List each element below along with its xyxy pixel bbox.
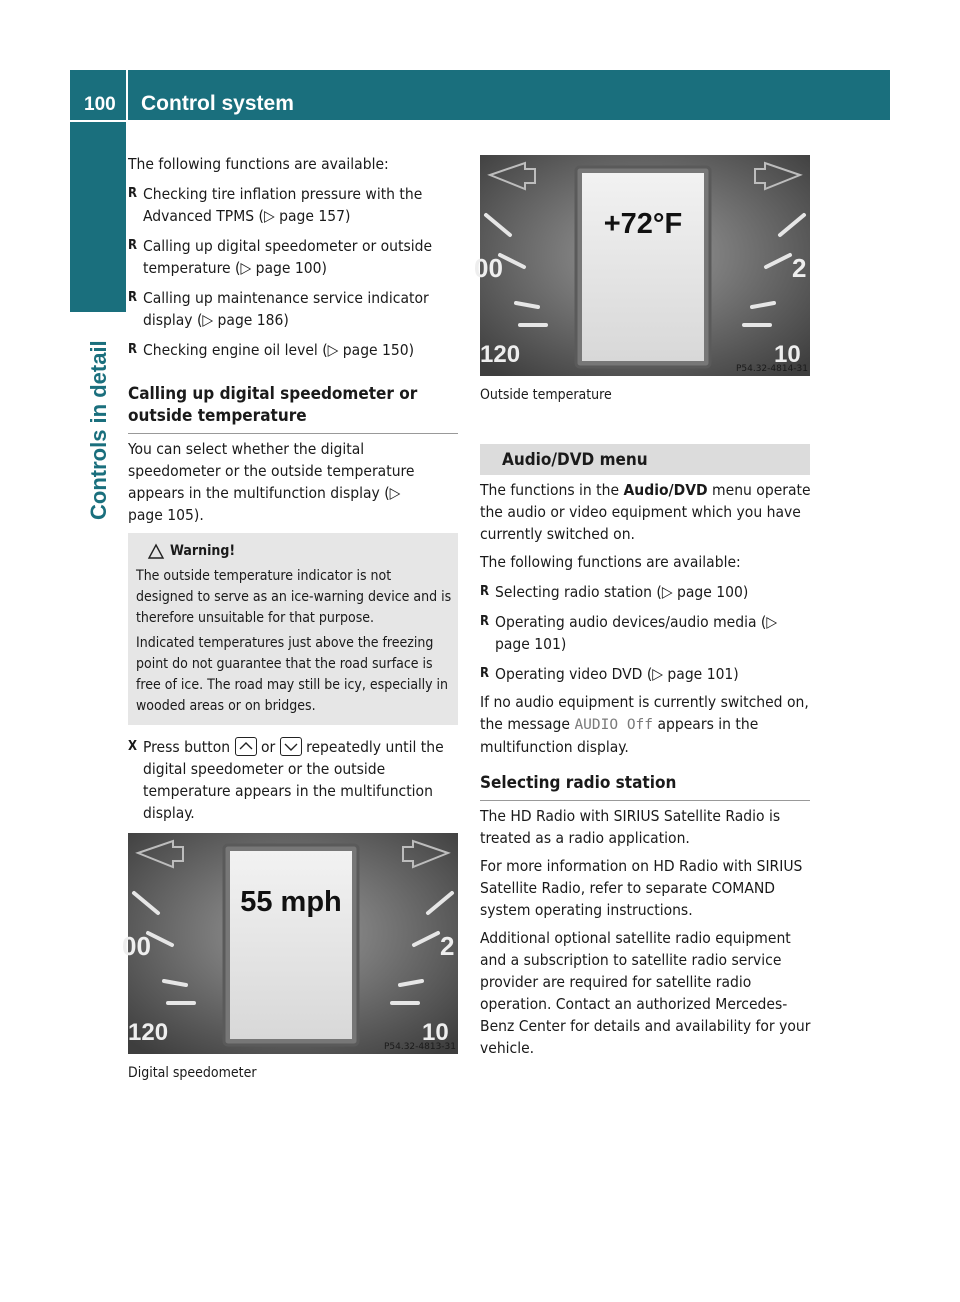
right-para-1-b: menu operate the audio or video equipment which you have currently switched on. bbox=[480, 481, 811, 543]
instruction-text bbox=[128, 736, 462, 824]
speed-display: 55 mph bbox=[240, 886, 342, 918]
scale-left-top: 00 bbox=[122, 931, 151, 961]
right-para-1-bold: Audio/DVD bbox=[623, 481, 708, 499]
instruction-or: or bbox=[260, 738, 276, 756]
photo-code: P54.32-4814-31 bbox=[735, 364, 808, 374]
page-number-box bbox=[70, 70, 126, 120]
right-intro: The following functions are available: bbox=[480, 553, 741, 571]
left-bullet-list bbox=[128, 183, 460, 361]
speedometer-photo bbox=[122, 833, 458, 1054]
scale-right-top: 2 bbox=[440, 931, 455, 961]
list-item: R Checking engine oil level (▷ page 150) bbox=[128, 339, 460, 361]
scale-left-top: 00 bbox=[474, 253, 503, 283]
warning-title-row bbox=[136, 541, 452, 562]
warning-title: Warning! bbox=[170, 543, 236, 559]
list-item: R Checking tire inflation pressure with the Advanced TPMS (▷ page 157) bbox=[128, 183, 460, 227]
right-lower-text bbox=[480, 805, 812, 1059]
list-item: R Operating audio devices/audio media (▷ page 101) bbox=[480, 611, 812, 655]
side-tab-block bbox=[70, 122, 126, 312]
temperature-display: +72°F bbox=[603, 208, 683, 240]
left-para: You can select whether the digital speedometer or the outside temperature appears in the multifunction display (▷ page 105). bbox=[128, 440, 415, 524]
photo-code: P54.32-4813-31 bbox=[383, 1042, 456, 1052]
side-tab-label: Controls in detail bbox=[86, 340, 111, 520]
scale-right-top: 2 bbox=[792, 253, 807, 283]
warning-text-1: The outside temperature indicator is not designed to serve as an ice-warning device and is therefore unsuitable for that purpose. bbox=[136, 568, 452, 626]
right-para-1 bbox=[480, 479, 812, 545]
right-para-3: The HD Radio with SIRIUS Satellite Radio is treated as a radio application. bbox=[480, 807, 781, 847]
right-para-4: For more information on HD Radio with SIRIUS Satellite Radio, refer to separate COMAND system operating instructions. bbox=[480, 857, 803, 919]
scale-left: 120 bbox=[480, 341, 521, 368]
right-heading: Selecting radio station bbox=[480, 772, 810, 801]
list-item: R Calling up maintenance service indicator display (▷ page 186) bbox=[128, 287, 460, 331]
right-column bbox=[480, 479, 812, 758]
right-para-2-a: If no audio equipment is currently switched on, the message bbox=[480, 693, 809, 733]
scale-right: 10 bbox=[422, 1019, 449, 1046]
list-item: R Operating video DVD (▷ page 101) bbox=[480, 663, 812, 685]
right-caption: Outside temperature bbox=[480, 387, 612, 403]
scale-left: 120 bbox=[128, 1019, 169, 1046]
section-heading: Audio/DVD menu bbox=[480, 444, 810, 475]
scroll-up-button-icon bbox=[235, 737, 257, 756]
left-intro: The following functions are available: bbox=[128, 155, 389, 173]
audio-off-message: AUDIO Off bbox=[574, 717, 654, 733]
right-para-1-a: The functions in the bbox=[480, 481, 620, 499]
warning-text-2: Indicated temperatures just above the freezing point do not guarantee that the road surface is free of ice. The road may still be icy, especially in wooded areas or on bridges. bbox=[136, 635, 449, 714]
left-caption: Digital speedometer bbox=[128, 1065, 257, 1081]
warning-box bbox=[128, 533, 458, 725]
warning-triangle-icon bbox=[148, 544, 164, 559]
instruction bbox=[128, 736, 462, 824]
scale-right: 10 bbox=[774, 341, 801, 368]
instruction-part-b: repeatedly until the digital speedometer or the outside temperature appears in the multifunction display. bbox=[143, 738, 444, 822]
temperature-photo bbox=[474, 155, 810, 376]
header-bar bbox=[128, 70, 890, 120]
right-para-5: Additional optional satellite radio equipment and a subscription to satellite radio service provider are required for satellite radio operation. Contact an authorized Mercedes-Benz Center for details and availability for your vehicle. bbox=[480, 929, 811, 1057]
right-para-2 bbox=[480, 691, 812, 758]
list-item: R Calling up digital speedometer or outside temperature (▷ page 100) bbox=[128, 235, 460, 279]
instruction-part-a: Press button bbox=[143, 738, 231, 756]
page-title: Control system bbox=[141, 92, 294, 115]
right-bullet-list bbox=[480, 581, 812, 685]
left-heading: Calling up digital speedometer or outside temperature bbox=[128, 383, 458, 434]
list-item: R Selecting radio station (▷ page 100) bbox=[480, 581, 812, 603]
right-para-2-b: appears in the multifunction display. bbox=[480, 715, 759, 756]
page-number: 100 bbox=[84, 94, 116, 115]
scroll-down-button-icon bbox=[280, 737, 302, 756]
left-column bbox=[128, 153, 460, 361]
